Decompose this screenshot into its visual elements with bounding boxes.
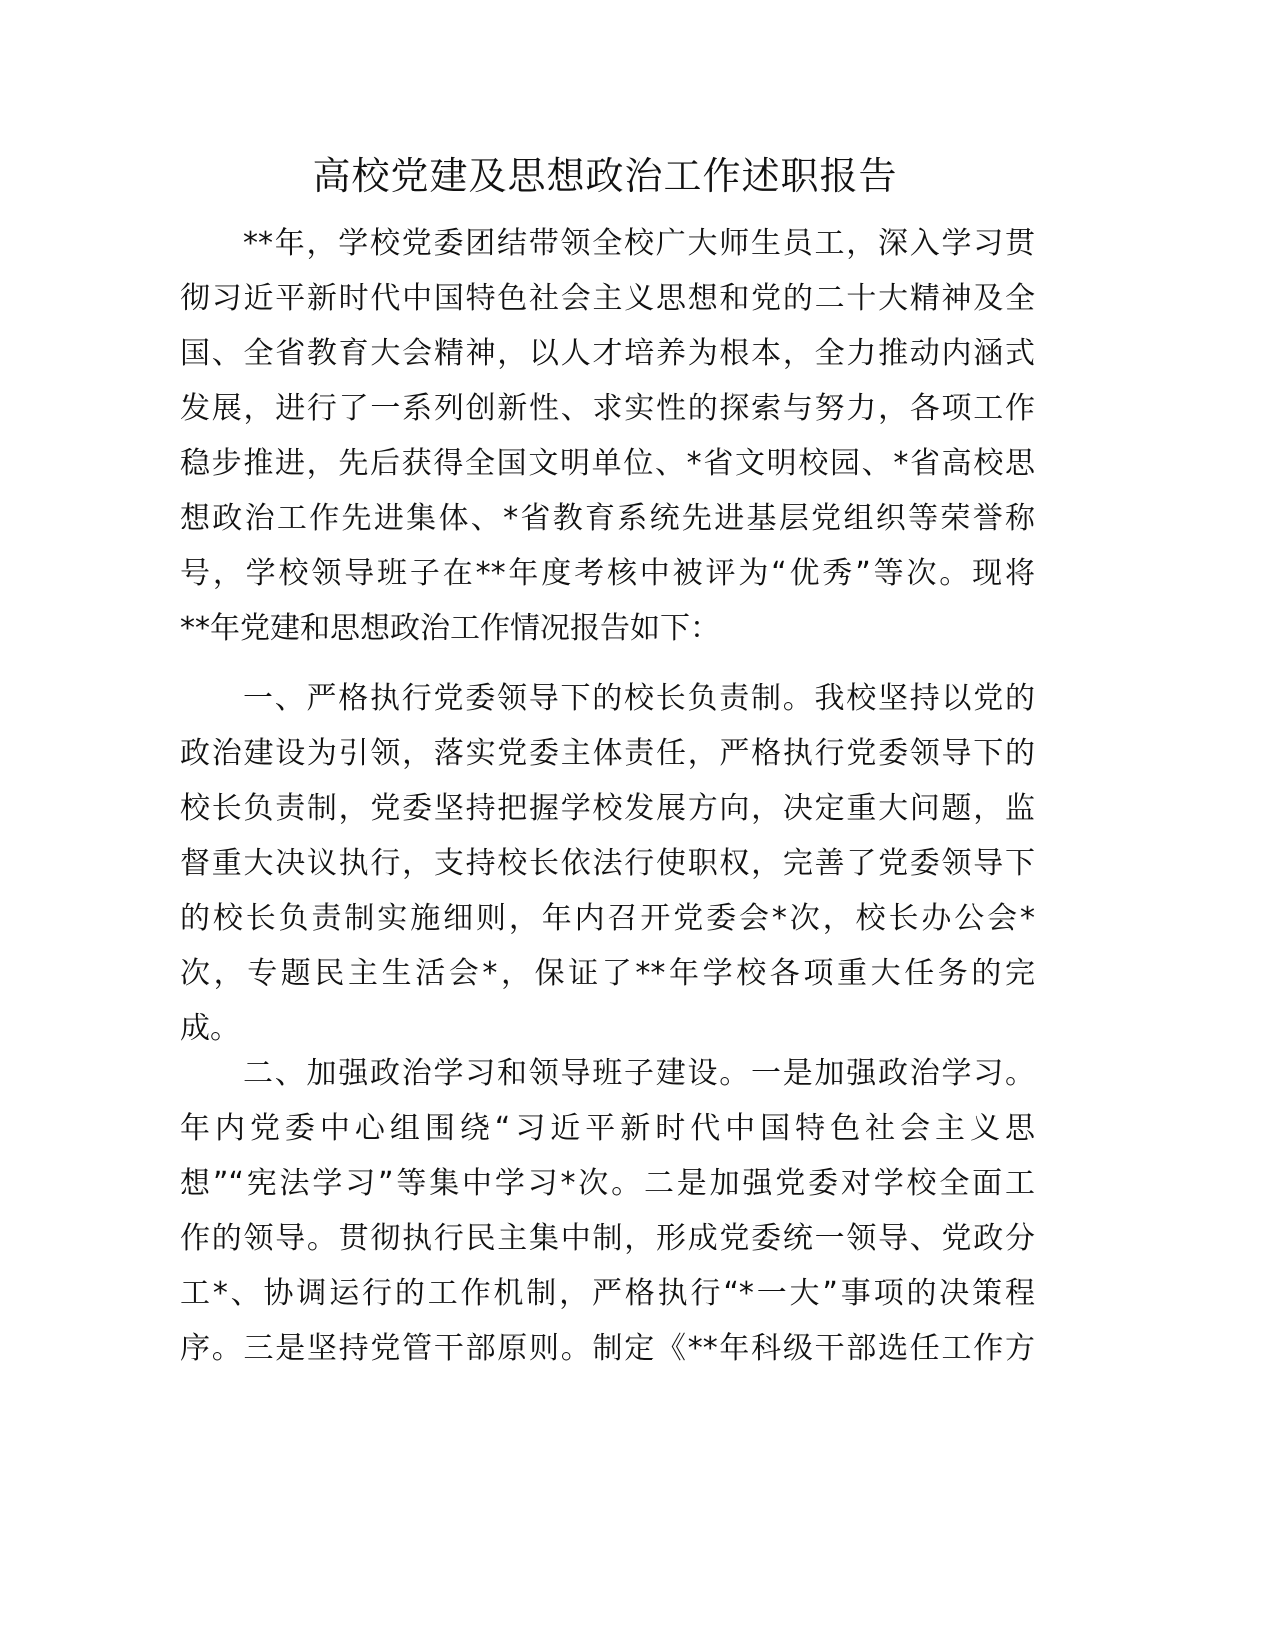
text-line: 号，学校领导班子在**年度考核中被评为“优秀”等次。现将 xyxy=(180,556,1035,591)
text-line: **年，学校党委团结带领全校广大师生员工，深入学习贯 xyxy=(243,226,1035,261)
text-line: 序。三是坚持党管干部原则。制定《**年科级干部选任工作方 xyxy=(180,1331,1035,1366)
paragraph-section-2 xyxy=(180,1046,1035,1376)
paragraph-intro xyxy=(180,216,1035,656)
text-line: 发展，进行了一系列创新性、求实性的探索与努力，各项工作 xyxy=(180,391,1035,426)
text-line: 二、加强政治学习和领导班子建设。一是加强政治学习。 xyxy=(243,1056,1035,1091)
text-line: 彻习近平新时代中国特色社会主义思想和党的二十大精神及全 xyxy=(180,281,1035,316)
text-line: 校长负责制，党委坚持把握学校发展方向，决定重大问题，监 xyxy=(180,791,1035,826)
text-line: 作的领导。贯彻执行民主集中制，形成党委统一领导、党政分 xyxy=(180,1221,1035,1256)
paragraph-section-1 xyxy=(180,671,1035,1056)
text-line: 政治建设为引领，落实党委主体责任，严格执行党委领导下的 xyxy=(180,736,1035,771)
text-line: 次，专题民主生活会*，保证了**年学校各项重大任务的完 xyxy=(180,956,1035,991)
text-line: 工*、协调运行的工作机制，严格执行“*一大”事项的决策程 xyxy=(180,1276,1035,1311)
text-line: 年内党委中心组围绕“习近平新时代中国特色社会主义思 xyxy=(180,1111,1035,1146)
text-line: 想政治工作先进集体、*省教育系统先进基层党组织等荣誉称 xyxy=(180,501,1035,536)
text-line: 督重大决议执行，支持校长依法行使职权，完善了党委领导下 xyxy=(180,846,1035,881)
text-line: 一、严格执行党委领导下的校长负责制。我校坚持以党的 xyxy=(243,681,1035,716)
text-line: 成。 xyxy=(180,1011,240,1046)
text-line: 国、全省教育大会精神，以人才培养为根本，全力推动内涵式 xyxy=(180,336,1035,371)
text-line: 想”“宪法学习”等集中学习*次。二是加强党委对学校全面工 xyxy=(180,1166,1035,1201)
text-line: **年党建和思想政治工作情况报告如下： xyxy=(180,611,720,646)
text-line: 的校长负责制实施细则，年内召开党委会*次，校长办公会* xyxy=(180,901,1035,936)
document-title: 高校党建及思想政治工作述职报告 xyxy=(312,154,898,198)
text-line: 稳步推进，先后获得全国文明单位、*省文明校园、*省高校思 xyxy=(180,446,1035,481)
